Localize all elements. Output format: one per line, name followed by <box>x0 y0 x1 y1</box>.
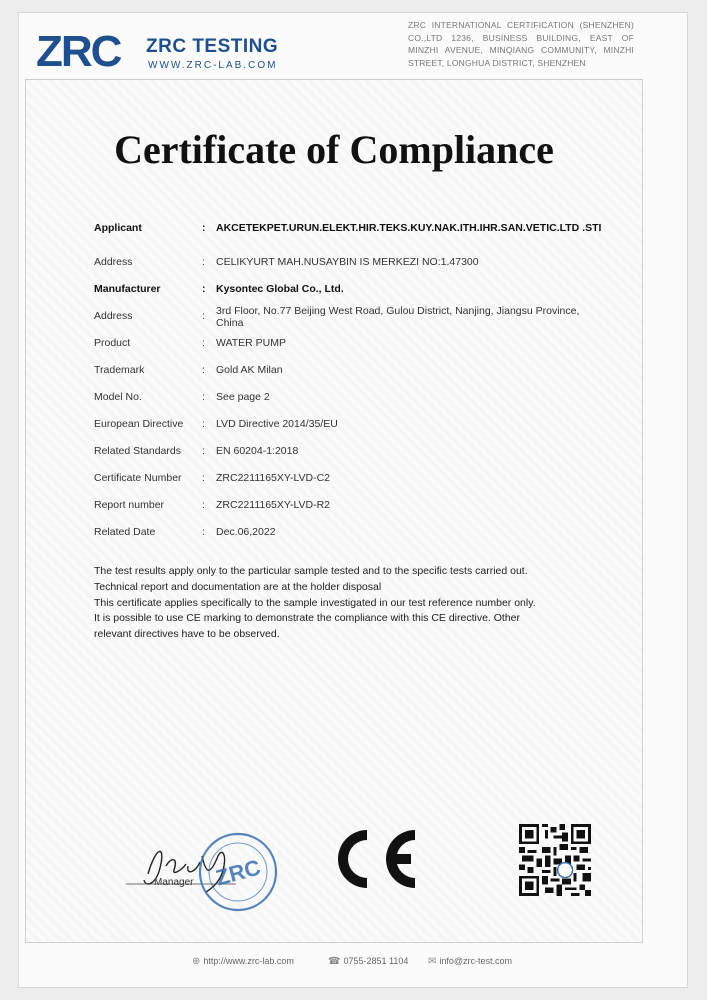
row-colon: : <box>202 337 205 349</box>
row-colon: : <box>202 256 205 268</box>
row-label: Product <box>94 337 131 349</box>
row-label: Address <box>94 310 133 322</box>
certificate-frame <box>25 79 643 943</box>
row-label: Model No. <box>94 391 142 403</box>
phone-text: 0755-2851 1104 <box>343 956 409 966</box>
email-text: info@zrc-test.com <box>439 956 513 966</box>
row-value: CELIKYURT MAH.NUSAYBIN IS MERKEZI NO:1.47300 <box>216 256 479 268</box>
footer-email[interactable] <box>428 956 512 967</box>
manager-label: Manager <box>154 877 194 888</box>
logo-title: ZRC TESTING <box>146 36 279 57</box>
row-colon: : <box>202 499 205 511</box>
phone-icon: ☎ <box>328 956 341 967</box>
footer-phone <box>328 956 408 967</box>
row-colon: : <box>202 222 206 234</box>
row-label: Trademark <box>94 364 145 376</box>
note-line: It is possible to use CE marking to demonstrate the compliance with this CE directive. Other <box>94 612 521 625</box>
row-value: ZRC2211165XY-LVD-R2 <box>216 499 331 511</box>
globe-icon: ⊕ <box>192 956 201 967</box>
row-value: AKCETEKPET.URUN.ELEKT.HIR.TEKS.KUY.NAK.ITH.IHR.SAN.VETIC.LTD .STI <box>216 222 602 234</box>
row-value: Kysontec Global Co., Ltd. <box>216 283 344 295</box>
row-value: 3rd Floor, No.77 Beijing West Road, Gulou District, Nanjing, Jiangsu Province, China <box>216 305 580 329</box>
row-label: Address <box>94 256 133 268</box>
note-line: This certificate applies specifically to the sample investigated in our test reference number only. <box>94 596 536 609</box>
row-label: Certificate Number <box>94 472 182 484</box>
row-colon: : <box>202 364 205 376</box>
row-label: Manufacturer <box>94 283 161 295</box>
mail-icon: ✉ <box>428 956 437 967</box>
row-label: Related Standards <box>94 445 181 457</box>
row-value: ZRC2211165XY-LVD-C2 <box>216 472 331 484</box>
compliance-notes <box>94 564 574 643</box>
row-value: See page 2 <box>216 391 270 403</box>
row-colon: : <box>202 526 205 538</box>
company-address: ZRC INTERNATIONAL CERTIFICATION (SHENZHEN) CO.,LTD 1236, BUSINESS BUILDING, EAST OF MINZHI AVENUE, MINQIANG COMMUNITY, MINZHI STREET, LONGHUA DISTRICT, SHENZHEN <box>408 20 634 68</box>
row-colon: : <box>202 391 205 403</box>
row-colon: : <box>202 418 205 430</box>
signature-and-stamp <box>126 826 286 916</box>
row-label: Related Date <box>94 526 156 538</box>
row-value: Gold AK Milan <box>216 364 283 376</box>
row-colon: : <box>202 445 205 457</box>
footer-website[interactable] <box>192 956 294 967</box>
note-line: relevant directives have to be observed. <box>94 628 280 641</box>
logo-mark: ZRC <box>36 27 121 76</box>
row-colon: : <box>202 310 205 322</box>
row-value: WATER PUMP <box>216 337 286 349</box>
row-value: LVD Directive 2014/35/EU <box>216 418 338 430</box>
row-colon: : <box>202 472 205 484</box>
row-value: Dec.06,2022 <box>216 526 276 538</box>
row-value: EN 60204-1:2018 <box>216 445 299 457</box>
qr-code <box>519 824 591 896</box>
certificate-title: Certificate of Compliance <box>114 127 554 172</box>
row-label: Applicant <box>94 222 142 234</box>
website-text: http://www.zrc-lab.com <box>203 956 294 966</box>
logo-url: WWW.ZRC-LAB.COM <box>148 60 278 71</box>
stamp-label: ZRC <box>213 854 264 891</box>
note-line: Technical report and documentation are at the holder disposal <box>94 580 382 593</box>
ce-mark <box>327 824 422 894</box>
row-label: European Directive <box>94 418 184 430</box>
row-colon: : <box>202 283 206 295</box>
note-line: The test results apply only to the particular sample tested and to the specific tests carried out. <box>94 565 528 577</box>
row-label: Report number <box>94 499 165 511</box>
